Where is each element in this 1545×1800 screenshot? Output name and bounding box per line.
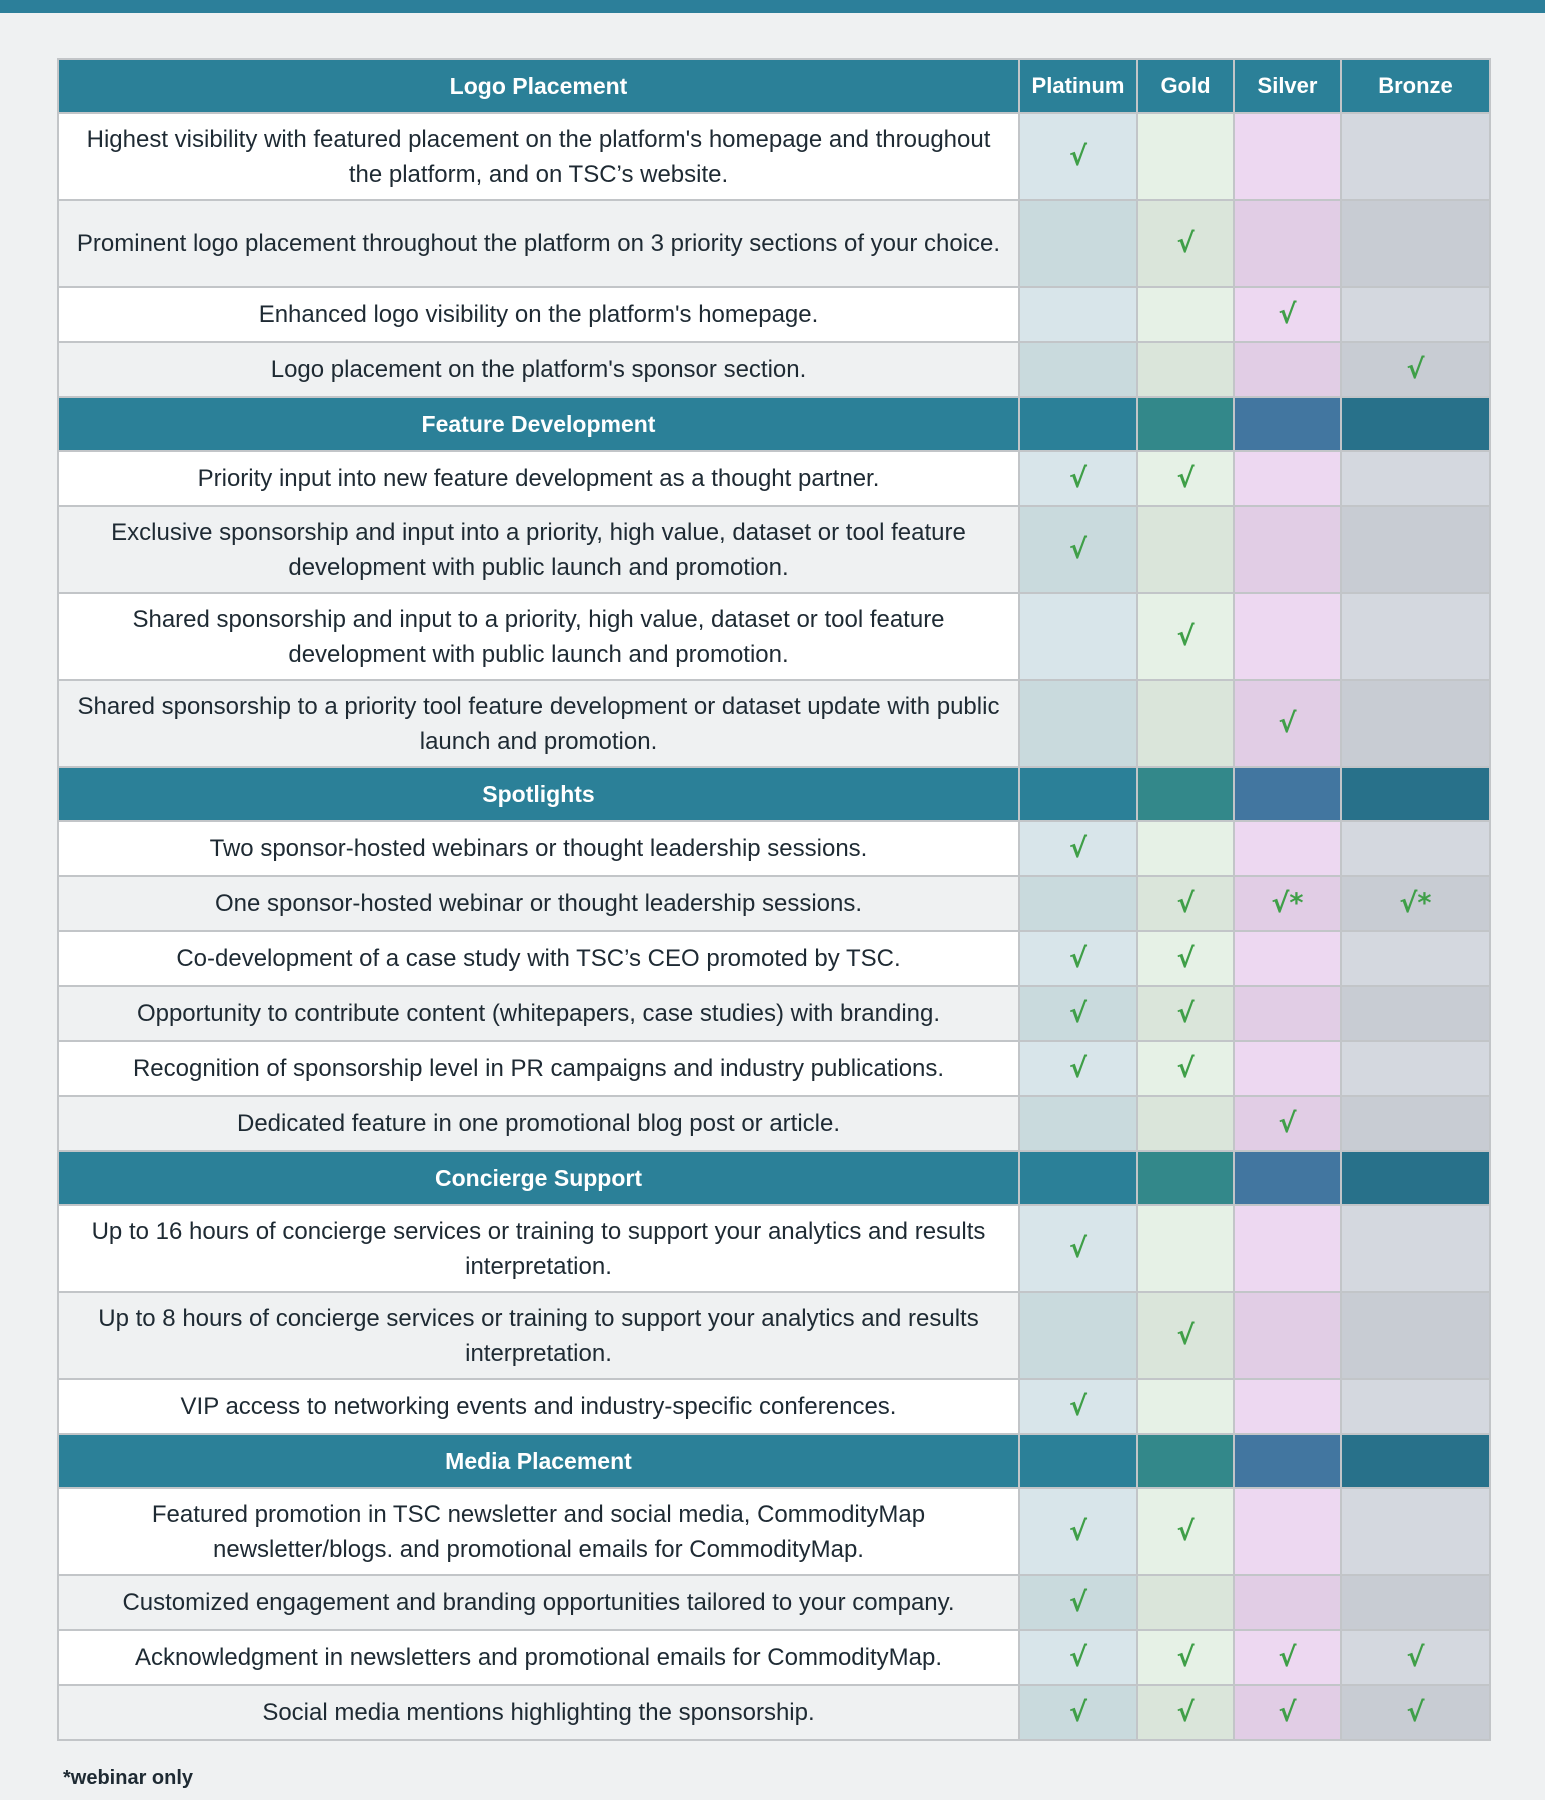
table-row [58,1041,1490,1096]
tier-cell-bronze [1341,1379,1490,1434]
tier-cell-silver [1234,876,1341,931]
table-row [58,1205,1490,1292]
tier-cell-gold [1137,506,1234,593]
table-row [58,821,1490,876]
table-row [58,342,1490,397]
table-row [58,1630,1490,1685]
tier-cell-platinum [1019,1575,1137,1630]
tier-cell-gold [1137,1575,1234,1630]
checkmark-icon: √ [1176,1515,1195,1547]
checkmark-icon: √ [1068,140,1087,172]
tier-cell-bronze [1341,1292,1490,1379]
section-title: Spotlights [58,767,1019,821]
checkmark-icon: √ [1176,1641,1195,1673]
tier-cell-gold [1137,342,1234,397]
benefit-description: Exclusive sponsorship and input into a priority, high value, dataset or tool feature development with public launch and promotion. [58,506,1019,593]
tier-cell-bronze [1341,821,1490,876]
benefit-description: Prominent logo placement throughout the platform on 3 priority sections of your choice. [58,200,1019,287]
table-row [58,876,1490,931]
benefit-description: Priority input into new feature development as a thought partner. [58,451,1019,506]
tier-cell-silver [1234,1575,1341,1630]
tier-cell-gold [1137,680,1234,767]
checkmark-icon: √* [1271,887,1304,919]
tier-cell-platinum [1019,1292,1137,1379]
tier-cell-bronze [1341,1488,1490,1575]
section-tier-cell-platinum [1019,767,1137,821]
checkmark-icon: √ [1068,1696,1087,1728]
section-title: Feature Development [58,397,1019,451]
section-tier-cell-gold [1137,1151,1234,1205]
tier-cell-silver [1234,1379,1341,1434]
tier-cell-bronze [1341,1685,1490,1740]
tier-cell-bronze [1341,200,1490,287]
section-tier-cell-silver [1234,397,1341,451]
tier-cell-gold [1137,593,1234,680]
benefit-description: Acknowledgment in newsletters and promotional emails for CommodityMap. [58,1630,1019,1685]
checkmark-icon: √ [1278,1107,1297,1139]
tier-cell-platinum [1019,821,1137,876]
tier-cell-platinum [1019,876,1137,931]
section-title: Logo Placement [58,59,1019,113]
checkmark-icon: √ [1278,1696,1297,1728]
tier-cell-bronze [1341,1575,1490,1630]
tier-cell-bronze [1341,1096,1490,1151]
benefit-description: Customized engagement and branding opportunities tailored to your company. [58,1575,1019,1630]
checkmark-icon: √ [1068,1515,1087,1547]
tier-cell-gold [1137,986,1234,1041]
tier-cell-silver [1234,342,1341,397]
checkmark-icon: √ [1068,1390,1087,1422]
section-title: Media Placement [58,1434,1019,1488]
checkmark-icon: √ [1176,1319,1195,1351]
table-row [58,1292,1490,1379]
section-header-row [58,397,1490,451]
benefit-description: Up to 16 hours of concierge services or training to support your analytics and results interpretation. [58,1205,1019,1292]
tier-cell-platinum [1019,1685,1137,1740]
section-tier-cell-silver [1234,767,1341,821]
benefit-description: Shared sponsorship and input to a priority, high value, dataset or tool feature development with public launch and promotion. [58,593,1019,680]
checkmark-icon: √ [1068,1641,1087,1673]
tier-cell-silver [1234,200,1341,287]
tier-header-platinum: Platinum [1019,59,1137,113]
tier-cell-platinum [1019,1379,1137,1434]
tier-cell-silver [1234,1041,1341,1096]
table-row [58,287,1490,342]
tier-cell-bronze [1341,342,1490,397]
benefit-description: Dedicated feature in one promotional blog post or article. [58,1096,1019,1151]
section-tier-cell-platinum [1019,1151,1137,1205]
tier-cell-bronze [1341,986,1490,1041]
benefit-description: Co-development of a case study with TSC’s CEO promoted by TSC. [58,931,1019,986]
tier-cell-silver [1234,1685,1341,1740]
checkmark-icon: √ [1176,1696,1195,1728]
tier-cell-gold [1137,1488,1234,1575]
section-header-row [58,1151,1490,1205]
benefit-description: One sponsor-hosted webinar or thought leadership sessions. [58,876,1019,931]
tier-cell-silver [1234,451,1341,506]
table-row [58,200,1490,287]
section-tier-cell-gold [1137,1434,1234,1488]
tier-cell-gold [1137,1630,1234,1685]
tier-cell-gold [1137,931,1234,986]
tier-cell-bronze [1341,876,1490,931]
benefit-description: Enhanced logo visibility on the platform's homepage. [58,287,1019,342]
section-tier-cell-silver [1234,1434,1341,1488]
tier-cell-silver [1234,506,1341,593]
section-tier-cell-platinum [1019,1434,1137,1488]
table-row [58,1488,1490,1575]
tier-cell-bronze [1341,113,1490,200]
tier-cell-platinum [1019,287,1137,342]
checkmark-icon: √ [1176,887,1195,919]
top-accent-bar [0,0,1545,13]
section-tier-cell-bronze [1341,1434,1490,1488]
section-tier-cell-gold [1137,767,1234,821]
tier-cell-platinum [1019,451,1137,506]
tier-cell-gold [1137,113,1234,200]
checkmark-icon: √ [1278,1641,1297,1673]
benefit-description: Opportunity to contribute content (whitepapers, case studies) with branding. [58,986,1019,1041]
section-tier-cell-bronze [1341,397,1490,451]
section-title: Concierge Support [58,1151,1019,1205]
tier-cell-platinum [1019,1096,1137,1151]
tier-cell-silver [1234,287,1341,342]
table-row [58,986,1490,1041]
tier-cell-platinum [1019,986,1137,1041]
tier-cell-silver [1234,986,1341,1041]
section-tier-cell-bronze [1341,767,1490,821]
section-tier-cell-bronze [1341,1151,1490,1205]
section-header-row [58,59,1490,113]
tier-cell-gold [1137,287,1234,342]
tier-cell-gold [1137,876,1234,931]
table-row [58,1685,1490,1740]
tier-header-silver: Silver [1234,59,1341,113]
checkmark-icon: √ [1406,1641,1425,1673]
table-row [58,593,1490,680]
section-tier-cell-platinum [1019,397,1137,451]
checkmark-icon: √ [1068,462,1087,494]
table-row [58,506,1490,593]
checkmark-icon: √ [1406,353,1425,385]
benefit-description: Two sponsor-hosted webinars or thought leadership sessions. [58,821,1019,876]
tier-cell-platinum [1019,1041,1137,1096]
benefit-description: Recognition of sponsorship level in PR campaigns and industry publications. [58,1041,1019,1096]
tier-cell-platinum [1019,1205,1137,1292]
tier-cell-gold [1137,200,1234,287]
tier-cell-silver [1234,113,1341,200]
tier-cell-bronze [1341,593,1490,680]
tier-cell-platinum [1019,113,1137,200]
tier-cell-platinum [1019,680,1137,767]
tier-cell-bronze [1341,1205,1490,1292]
checkmark-icon: √ [1406,1696,1425,1728]
benefit-description: Social media mentions highlighting the sponsorship. [58,1685,1019,1740]
tier-cell-gold [1137,821,1234,876]
tier-cell-gold [1137,451,1234,506]
tier-cell-platinum [1019,1488,1137,1575]
tier-cell-bronze [1341,287,1490,342]
tier-cell-platinum [1019,342,1137,397]
checkmark-icon: √ [1176,942,1195,974]
checkmark-icon: √ [1068,997,1087,1029]
checkmark-icon: √ [1068,533,1087,565]
tier-cell-bronze [1341,506,1490,593]
section-tier-cell-silver [1234,1151,1341,1205]
tier-cell-silver [1234,1292,1341,1379]
tier-cell-silver [1234,680,1341,767]
benefit-description: VIP access to networking events and industry-specific conferences. [58,1379,1019,1434]
checkmark-icon: √ [1278,298,1297,330]
tier-cell-gold [1137,1292,1234,1379]
benefit-description: Highest visibility with featured placement on the platform's homepage and throughout the platform, and on TSC’s website. [58,113,1019,200]
section-header-row [58,767,1490,821]
checkmark-icon: √ [1068,942,1087,974]
checkmark-icon: √ [1278,707,1297,739]
tier-cell-gold [1137,1205,1234,1292]
benefit-description: Featured promotion in TSC newsletter and social media, CommodityMap newsletter/blogs. and promotional emails for CommodityMap. [58,1488,1019,1575]
tier-cell-silver [1234,1630,1341,1685]
benefit-description: Shared sponsorship to a priority tool feature development or dataset update with public launch and promotion. [58,680,1019,767]
tier-cell-bronze [1341,451,1490,506]
tier-cell-gold [1137,1096,1234,1151]
tier-cell-bronze [1341,680,1490,767]
checkmark-icon: √ [1176,997,1195,1029]
checkmark-icon: √ [1176,227,1195,259]
table-row [58,1096,1490,1151]
tier-cell-platinum [1019,1630,1137,1685]
tier-cell-gold [1137,1379,1234,1434]
checkmark-icon: √ [1176,462,1195,494]
tier-cell-platinum [1019,200,1137,287]
tier-cell-platinum [1019,931,1137,986]
checkmark-icon: √ [1068,1232,1087,1264]
tier-cell-platinum [1019,593,1137,680]
benefit-description: Up to 8 hours of concierge services or training to support your analytics and results interpretation. [58,1292,1019,1379]
tier-header-bronze: Bronze [1341,59,1490,113]
tier-cell-silver [1234,821,1341,876]
table-row [58,1575,1490,1630]
tier-cell-silver [1234,931,1341,986]
table-row [58,113,1490,200]
tier-header-gold: Gold [1137,59,1234,113]
checkmark-icon: √ [1176,1052,1195,1084]
checkmark-icon: √ [1068,832,1087,864]
tier-cell-silver [1234,1096,1341,1151]
checkmark-icon: √ [1176,620,1195,652]
table-row [58,680,1490,767]
sponsorship-benefits-table [57,58,1491,1741]
tier-cell-silver [1234,1205,1341,1292]
tier-cell-gold [1137,1685,1234,1740]
tier-cell-bronze [1341,931,1490,986]
benefit-description: Logo placement on the platform's sponsor section. [58,342,1019,397]
table-row [58,451,1490,506]
tier-cell-silver [1234,1488,1341,1575]
tier-cell-silver [1234,593,1341,680]
tier-cell-bronze [1341,1630,1490,1685]
checkmark-icon: √ [1068,1052,1087,1084]
tier-cell-platinum [1019,506,1137,593]
checkmark-icon: √* [1399,887,1432,919]
table-row [58,1379,1490,1434]
checkmark-icon: √ [1068,1586,1087,1618]
tier-cell-bronze [1341,1041,1490,1096]
table-row [58,931,1490,986]
tier-cell-gold [1137,1041,1234,1096]
section-header-row [58,1434,1490,1488]
footnote: *webinar only [63,1767,194,1789]
section-tier-cell-gold [1137,397,1234,451]
